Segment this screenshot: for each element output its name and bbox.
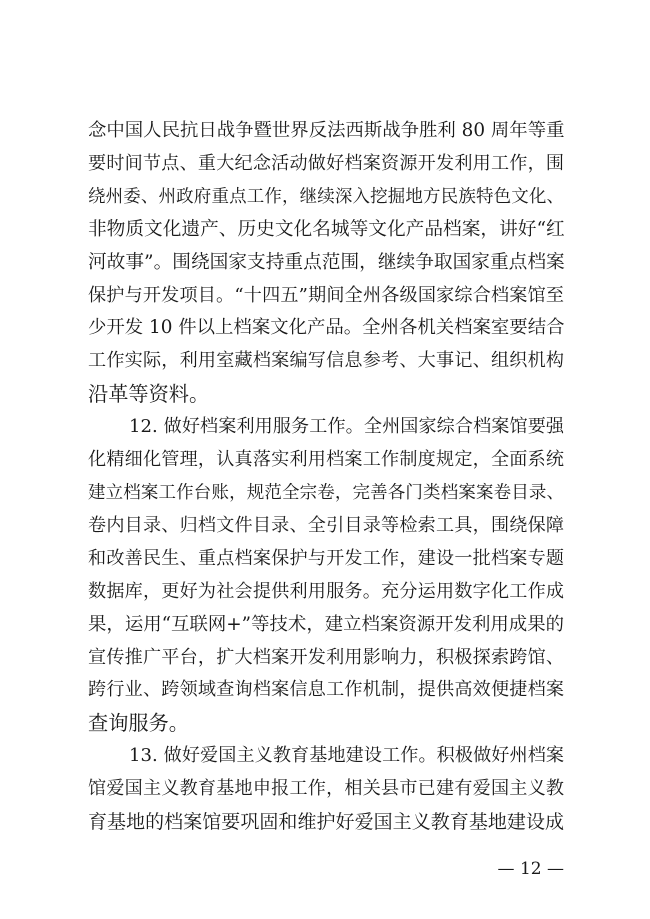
text-line: 数据库，更好为社会提供利用服务。充分运用数字化工作成 xyxy=(88,580,564,602)
page-number: — 12 — xyxy=(497,859,564,879)
text-line: 非物质文化遗产、历史文化名城等文化产品档案，讲好“红 xyxy=(88,218,565,240)
text-line: 工作实际，利用室藏档案编写信息参考、大事记、组织机构 xyxy=(88,350,564,372)
text-line: 跨行业、跨领域查询档案信息工作机制，提供高效便捷档案 xyxy=(88,679,564,701)
text-line: 和改善民生、重点档案保护与开发工作，建设一批档案专题 xyxy=(88,547,564,569)
text-line: 河故事”。围绕国家支持重点范围，继续争取国家重点档案 xyxy=(88,251,565,273)
paragraph-heading-12: 12. 做好档案利用服务工作。全州国家综合档案馆要强 xyxy=(129,416,564,438)
text-line: 宣传推广平台，扩大档案开发利用影响力，积极探索跨馆、 xyxy=(88,646,564,668)
text-line: 少开发 10 件以上档案文化产品。全州各机关档案室要结合 xyxy=(88,317,565,339)
text-line: 念中国人民抗日战争暨世界反法西斯战争胜利 80 周年等重 xyxy=(88,120,565,141)
text-line: 果，运用“互联网+”等技术，建立档案资源开发利用成果的 xyxy=(88,613,564,635)
text-line: 育基地的档案馆要巩固和维护好爱国主义教育基地建设成 xyxy=(88,811,564,833)
text-line: 卷内目录、归档文件目录、全引目录等检索工具，围绕保障 xyxy=(88,514,564,536)
text-line: 化精细化管理，认真落实利用档案工作制度规定，全面系统 xyxy=(88,449,564,470)
text-line: 建立档案工作台账，规范全宗卷，完善各门类档案案卷目录、 xyxy=(88,483,564,503)
paragraph-heading-13: 13. 做好爱国主义教育基地建设工作。积极做好州档案 xyxy=(129,745,564,767)
text-line: 查询服务。 xyxy=(88,711,189,736)
text-line: 馆爱国主义教育基地申报工作，相关县市已建有爱国主义教 xyxy=(88,778,564,800)
text-line: 要时间节点、重大纪念活动做好档案资源开发利用工作，围 xyxy=(88,152,564,174)
text-line: 沿革等资料。 xyxy=(88,382,210,407)
text-line: 绕州委、州政府重点工作，继续深入挖掘地方民族特色文化、 xyxy=(88,186,564,207)
text-line: 保护与开发项目。“十四五”期间全州各级国家综合档案馆至 xyxy=(88,284,564,306)
